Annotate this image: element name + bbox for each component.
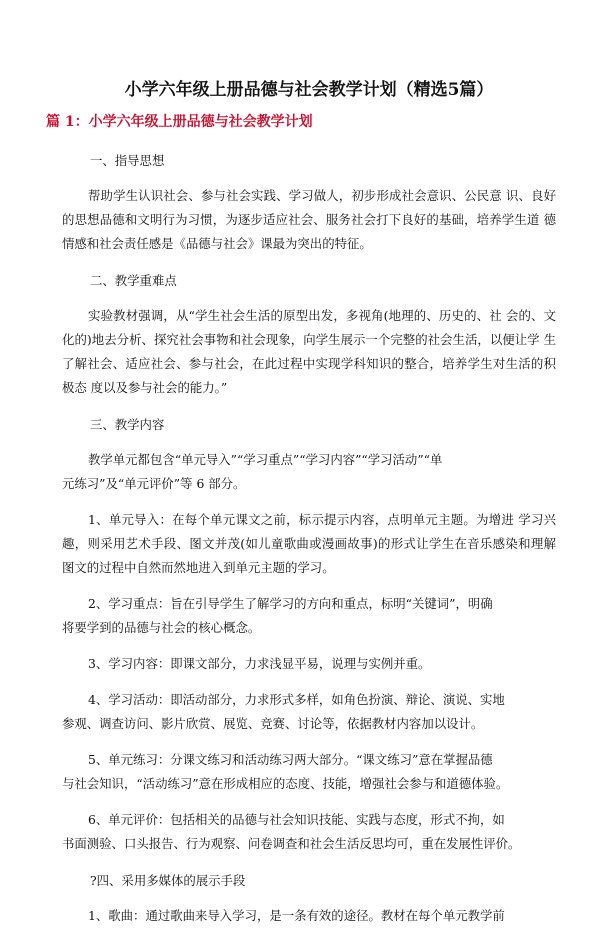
paragraph-learning-content: 3、学习内容：即课文部分，力求浅显平易，说理与实例并重。 bbox=[88, 656, 431, 671]
paragraph-learning-focus-line2: 将要学到的品德与社会的核心概念。 bbox=[62, 620, 261, 635]
paragraph-unit-exercises-line2: 与社会知识，“活动练习”意在形成相应的态度、技能，增强社会参与和道德体验。 bbox=[62, 776, 509, 791]
paragraph-unit-evaluation-line2: 书面测验、口头报告、行为观察、问卷调查和社会生活反思均可，重在发展性评价。 bbox=[62, 836, 521, 851]
article-title: 篇 1：小学六年级上册品德与社会教学计划 bbox=[46, 114, 313, 130]
paragraph-unit-structure-line1: 教学单元都包含“单元导入”“学习重点”“学习内容”“学习活动”“单 bbox=[88, 452, 443, 467]
paragraph-unit-intro: 1、单元导入：在每个单元课文之前，标示提示内容，点明单元主题。为增进 学习兴趣，则采用艺术手段、图文并茂(如儿童歌曲或漫画故事)的形式让学生在音乐感染和理解 图文的过程中自然而然地进入到单元主题的学习。 bbox=[62, 512, 556, 575]
paragraph-learning-activities-line2: 参观、调查访问、影片欣赏、展览、竞赛、讨论等，依据教材内容加以设计。 bbox=[62, 716, 484, 731]
document-title: 小学六年级上册品德与社会教学计划（精选5篇） bbox=[124, 80, 494, 100]
paragraph-unit-exercises bbox=[62, 748, 556, 796]
paragraph-key-points: 实验教材强调，从“学生社会生活的原型出发，多视角(地理的、历史的、社 会的、文化的)地去分析、探究社会事物和社会现象，向学生展示一个完整的社会生活，以便让学 生了解社会、适应社会、参与社会，在此过程中实现学科知识的整合，培养学生对生活的积极态 度以及参与社会的能力。” bbox=[62, 308, 556, 395]
paragraph-songs: 1、歌曲：通过歌曲来导入学习，是一条有效的途径。教材在每个单元教学前 bbox=[88, 908, 505, 923]
section-heading-guiding-ideas: 一、指导思想 bbox=[90, 153, 165, 168]
paragraph-unit-structure bbox=[62, 448, 556, 496]
paragraph-unit-evaluation-line1: 6、单元评价：包括相关的品德与社会知识技能、实践与态度，形式不拘，如 bbox=[88, 812, 505, 827]
section-heading-multimedia: ?四、采用多媒体的展示手段 bbox=[90, 873, 246, 888]
paragraph-learning-focus bbox=[62, 592, 556, 640]
paragraph-learning-focus-line1: 2、学习重点：旨在引导学生了解学习的方向和重点，标明“关键词”，明确 bbox=[88, 596, 493, 611]
article-body bbox=[62, 152, 556, 928]
paragraph-unit-structure-line2: 元练习”及“单元评价”等 6 部分。 bbox=[62, 476, 246, 491]
section-heading-teaching-content: 三、教学内容 bbox=[90, 417, 165, 432]
paragraph-guiding-ideas: 帮助学生认识社会、参与社会实践、学习做人，初步形成社会意识、公民意 识、良好的思想品德和文明行为习惯，为逐步适应社会、服务社会打下良好的基础，培养学生道 德情感和社会责任感是《品德与社会》课最为突出的特征。 bbox=[62, 188, 556, 251]
paragraph-learning-activities bbox=[62, 688, 556, 736]
paragraph-unit-exercises-line1: 5、单元练习：分课文练习和活动练习两大部分。“课文练习”意在掌握品德 bbox=[88, 752, 493, 767]
section-heading-key-points: 二、教学重难点 bbox=[90, 273, 177, 288]
paragraph-learning-activities-line1: 4、学习活动：即活动部分，力求形式多样，如角色扮演、辩论、演说、实地 bbox=[88, 692, 505, 707]
